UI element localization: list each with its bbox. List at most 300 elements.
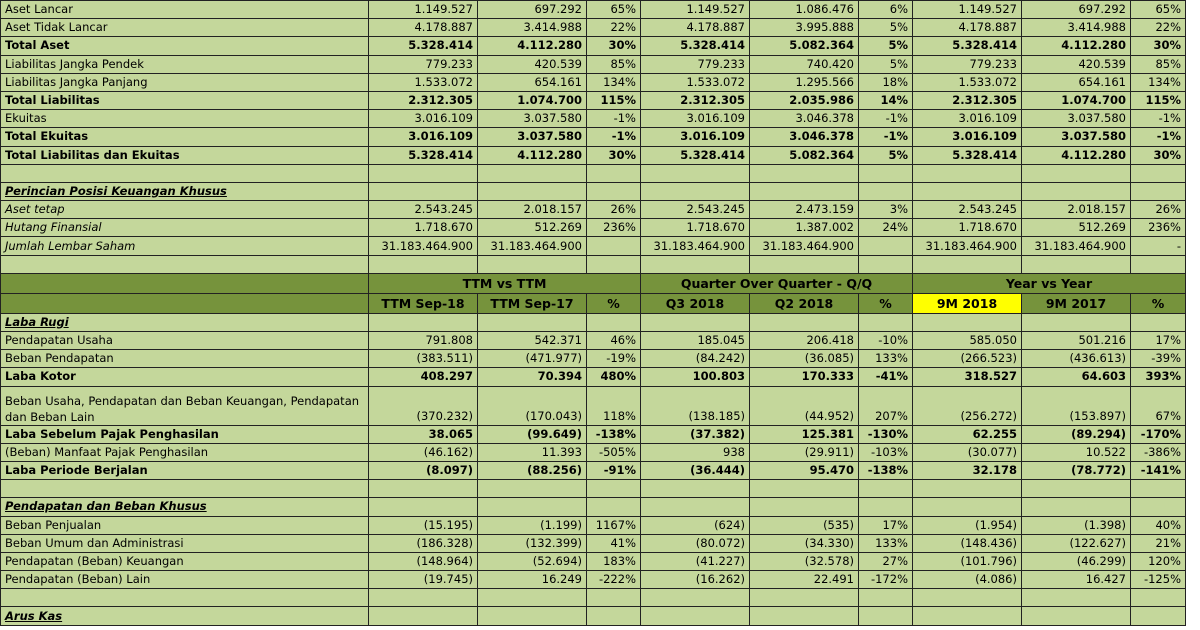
value-cell[interactable]: 85% bbox=[587, 55, 641, 73]
value-cell[interactable]: 31.183.464.900 bbox=[1022, 237, 1131, 255]
value-cell[interactable]: 654.161 bbox=[478, 73, 587, 91]
value-cell[interactable]: 2.312.305 bbox=[369, 91, 478, 109]
value-cell[interactable]: 3.037.580 bbox=[1022, 110, 1131, 128]
empty-cell[interactable] bbox=[369, 255, 478, 273]
value-cell[interactable]: 2.473.159 bbox=[750, 201, 859, 219]
column-header[interactable]: Q3 2018 bbox=[641, 293, 750, 313]
empty-cell[interactable] bbox=[913, 182, 1022, 200]
value-cell[interactable]: 30% bbox=[1131, 146, 1186, 164]
value-cell[interactable]: 1.533.072 bbox=[641, 73, 750, 91]
value-cell[interactable]: 2.035.986 bbox=[750, 91, 859, 109]
value-cell[interactable]: -1% bbox=[1131, 128, 1186, 146]
value-cell[interactable]: 3.016.109 bbox=[369, 110, 478, 128]
empty-cell[interactable] bbox=[369, 498, 478, 516]
header-corner[interactable] bbox=[1, 293, 369, 313]
value-cell[interactable]: (30.077) bbox=[913, 443, 1022, 461]
row-label[interactable]: Total Ekuitas bbox=[1, 128, 369, 146]
value-cell[interactable]: (41.227) bbox=[641, 552, 750, 570]
value-cell[interactable]: -10% bbox=[859, 332, 913, 350]
value-cell[interactable]: 95.470 bbox=[750, 461, 859, 479]
value-cell[interactable]: (37.382) bbox=[641, 425, 750, 443]
value-cell[interactable]: -39% bbox=[1131, 350, 1186, 368]
value-cell[interactable]: 27% bbox=[859, 552, 913, 570]
value-cell[interactable]: 183% bbox=[587, 552, 641, 570]
value-cell[interactable]: 697.292 bbox=[478, 1, 587, 19]
row-label[interactable]: Liabilitas Jangka Panjang bbox=[1, 73, 369, 91]
value-cell[interactable]: 115% bbox=[1131, 91, 1186, 109]
empty-cell[interactable] bbox=[859, 182, 913, 200]
value-cell[interactable]: -41% bbox=[859, 368, 913, 386]
value-cell[interactable]: 4.178.887 bbox=[913, 19, 1022, 37]
value-cell[interactable]: -138% bbox=[587, 425, 641, 443]
empty-cell[interactable] bbox=[750, 607, 859, 625]
value-cell[interactable]: 67% bbox=[1131, 386, 1186, 425]
value-cell[interactable]: (89.294) bbox=[1022, 425, 1131, 443]
value-cell[interactable]: 938 bbox=[641, 443, 750, 461]
empty-cell[interactable] bbox=[641, 164, 750, 182]
value-cell[interactable]: 3.414.988 bbox=[478, 19, 587, 37]
value-cell[interactable]: - bbox=[1131, 237, 1186, 255]
value-cell[interactable]: (138.185) bbox=[641, 386, 750, 425]
value-cell[interactable]: -1% bbox=[859, 110, 913, 128]
value-cell[interactable]: (8.097) bbox=[369, 461, 478, 479]
value-cell[interactable]: (1.199) bbox=[478, 516, 587, 534]
value-cell[interactable]: 5.328.414 bbox=[641, 146, 750, 164]
value-cell[interactable]: (19.745) bbox=[369, 571, 478, 589]
empty-cell[interactable] bbox=[641, 480, 750, 498]
empty-cell[interactable] bbox=[1131, 182, 1186, 200]
value-cell[interactable]: 4.178.887 bbox=[641, 19, 750, 37]
value-cell[interactable]: 4.112.280 bbox=[1022, 146, 1131, 164]
value-cell[interactable]: 1.718.670 bbox=[641, 219, 750, 237]
value-cell[interactable]: (88.256) bbox=[478, 461, 587, 479]
empty-cell[interactable] bbox=[478, 182, 587, 200]
value-cell[interactable]: 5.328.414 bbox=[369, 146, 478, 164]
value-cell[interactable]: 21% bbox=[1131, 534, 1186, 552]
row-label[interactable]: Laba Sebelum Pajak Penghasilan bbox=[1, 425, 369, 443]
column-header[interactable]: % bbox=[1131, 293, 1186, 313]
column-header[interactable]: % bbox=[587, 293, 641, 313]
value-cell[interactable]: 408.297 bbox=[369, 368, 478, 386]
value-cell[interactable]: 134% bbox=[1131, 73, 1186, 91]
empty-cell[interactable] bbox=[641, 182, 750, 200]
value-cell[interactable]: 70.394 bbox=[478, 368, 587, 386]
value-cell[interactable]: (122.627) bbox=[1022, 534, 1131, 552]
value-cell[interactable]: 3.016.109 bbox=[913, 128, 1022, 146]
value-cell[interactable]: (186.328) bbox=[369, 534, 478, 552]
value-cell[interactable]: 3% bbox=[859, 201, 913, 219]
value-cell[interactable]: 3.037.580 bbox=[1022, 128, 1131, 146]
value-cell[interactable]: 207% bbox=[859, 386, 913, 425]
value-cell[interactable]: 1.533.072 bbox=[369, 73, 478, 91]
value-cell[interactable]: 393% bbox=[1131, 368, 1186, 386]
value-cell[interactable]: (256.272) bbox=[913, 386, 1022, 425]
value-cell[interactable]: 236% bbox=[587, 219, 641, 237]
empty-cell[interactable] bbox=[859, 498, 913, 516]
value-cell[interactable]: 2.543.245 bbox=[369, 201, 478, 219]
value-cell[interactable]: 134% bbox=[587, 73, 641, 91]
value-cell[interactable]: 585.050 bbox=[913, 332, 1022, 350]
value-cell[interactable]: 18% bbox=[859, 73, 913, 91]
column-header[interactable]: 9M 2017 bbox=[1022, 293, 1131, 313]
row-label[interactable]: Total Liabilitas dan Ekuitas bbox=[1, 146, 369, 164]
value-cell[interactable]: 24% bbox=[859, 219, 913, 237]
value-cell[interactable]: 4.112.280 bbox=[478, 37, 587, 55]
value-cell[interactable]: 3.016.109 bbox=[369, 128, 478, 146]
value-cell[interactable]: 697.292 bbox=[1022, 1, 1131, 19]
row-label[interactable]: (Beban) Manfaat Pajak Penghasilan bbox=[1, 443, 369, 461]
empty-cell[interactable] bbox=[750, 589, 859, 607]
empty-cell[interactable] bbox=[913, 607, 1022, 625]
empty-cell[interactable] bbox=[1, 480, 369, 498]
value-cell[interactable]: 5.328.414 bbox=[641, 37, 750, 55]
row-label[interactable]: Pendapatan (Beban) Keuangan bbox=[1, 552, 369, 570]
empty-cell[interactable] bbox=[1131, 164, 1186, 182]
value-cell[interactable]: -130% bbox=[859, 425, 913, 443]
value-cell[interactable]: (80.072) bbox=[641, 534, 750, 552]
value-cell[interactable]: 5.082.364 bbox=[750, 146, 859, 164]
value-cell[interactable]: (36.444) bbox=[641, 461, 750, 479]
value-cell[interactable]: (535) bbox=[750, 516, 859, 534]
value-cell[interactable]: 3.414.988 bbox=[1022, 19, 1131, 37]
empty-cell[interactable] bbox=[478, 607, 587, 625]
empty-cell[interactable] bbox=[641, 607, 750, 625]
empty-cell[interactable] bbox=[369, 607, 478, 625]
value-cell[interactable]: 1.718.670 bbox=[913, 219, 1022, 237]
empty-cell[interactable] bbox=[587, 182, 641, 200]
section-title[interactable]: Pendapatan dan Beban Khusus bbox=[1, 498, 369, 516]
value-cell[interactable]: -91% bbox=[587, 461, 641, 479]
value-cell[interactable]: 17% bbox=[859, 516, 913, 534]
value-cell[interactable]: 26% bbox=[1131, 201, 1186, 219]
value-cell[interactable]: 779.233 bbox=[641, 55, 750, 73]
value-cell[interactable]: 46% bbox=[587, 332, 641, 350]
value-cell[interactable]: 26% bbox=[587, 201, 641, 219]
value-cell[interactable]: 1.533.072 bbox=[913, 73, 1022, 91]
value-cell[interactable]: (624) bbox=[641, 516, 750, 534]
value-cell[interactable]: 4.112.280 bbox=[478, 146, 587, 164]
empty-cell[interactable] bbox=[478, 255, 587, 273]
value-cell[interactable]: 16.427 bbox=[1022, 571, 1131, 589]
value-cell[interactable]: 3.016.109 bbox=[641, 110, 750, 128]
value-cell[interactable]: (4.086) bbox=[913, 571, 1022, 589]
value-cell[interactable]: -386% bbox=[1131, 443, 1186, 461]
value-cell[interactable]: 480% bbox=[587, 368, 641, 386]
value-cell[interactable]: 31.183.464.900 bbox=[478, 237, 587, 255]
value-cell[interactable]: 3.037.580 bbox=[478, 110, 587, 128]
value-cell[interactable]: -172% bbox=[859, 571, 913, 589]
empty-cell[interactable] bbox=[369, 182, 478, 200]
value-cell[interactable]: 3.995.888 bbox=[750, 19, 859, 37]
empty-cell[interactable] bbox=[913, 164, 1022, 182]
value-cell[interactable]: 2.312.305 bbox=[913, 91, 1022, 109]
empty-cell[interactable] bbox=[913, 498, 1022, 516]
empty-cell[interactable] bbox=[1, 164, 369, 182]
value-cell[interactable]: 170.333 bbox=[750, 368, 859, 386]
empty-cell[interactable] bbox=[587, 164, 641, 182]
value-cell[interactable]: 512.269 bbox=[1022, 219, 1131, 237]
row-label[interactable]: Jumlah Lembar Saham bbox=[1, 237, 369, 255]
empty-cell[interactable] bbox=[641, 498, 750, 516]
value-cell[interactable]: 1.074.700 bbox=[478, 91, 587, 109]
value-cell[interactable]: 65% bbox=[1131, 1, 1186, 19]
row-label[interactable]: Hutang Finansial bbox=[1, 219, 369, 237]
value-cell[interactable]: (46.299) bbox=[1022, 552, 1131, 570]
value-cell[interactable]: 420.539 bbox=[1022, 55, 1131, 73]
empty-cell[interactable] bbox=[369, 589, 478, 607]
value-cell[interactable]: 85% bbox=[1131, 55, 1186, 73]
value-cell[interactable]: (101.796) bbox=[913, 552, 1022, 570]
value-cell[interactable]: 5% bbox=[859, 19, 913, 37]
value-cell[interactable]: 120% bbox=[1131, 552, 1186, 570]
empty-cell[interactable] bbox=[1131, 255, 1186, 273]
empty-cell[interactable] bbox=[859, 313, 913, 331]
empty-cell[interactable] bbox=[587, 498, 641, 516]
column-header[interactable]: % bbox=[859, 293, 913, 313]
value-cell[interactable]: 10.522 bbox=[1022, 443, 1131, 461]
value-cell[interactable]: (370.232) bbox=[369, 386, 478, 425]
empty-cell[interactable] bbox=[1022, 607, 1131, 625]
empty-cell[interactable] bbox=[1022, 182, 1131, 200]
empty-cell[interactable] bbox=[1131, 313, 1186, 331]
empty-cell[interactable] bbox=[1, 255, 369, 273]
value-cell[interactable]: 1.149.527 bbox=[369, 1, 478, 19]
value-cell[interactable]: (132.399) bbox=[478, 534, 587, 552]
value-cell[interactable]: (383.511) bbox=[369, 350, 478, 368]
value-cell[interactable]: 2.543.245 bbox=[913, 201, 1022, 219]
value-cell[interactable]: 779.233 bbox=[369, 55, 478, 73]
value-cell[interactable]: 40% bbox=[1131, 516, 1186, 534]
empty-cell[interactable] bbox=[913, 313, 1022, 331]
header-ttm-vs-ttm[interactable]: TTM vs TTM bbox=[369, 273, 641, 293]
row-label[interactable]: Ekuitas bbox=[1, 110, 369, 128]
value-cell[interactable]: 30% bbox=[1131, 37, 1186, 55]
value-cell[interactable]: 62.255 bbox=[913, 425, 1022, 443]
row-label[interactable]: Aset Tidak Lancar bbox=[1, 19, 369, 37]
value-cell[interactable]: -222% bbox=[587, 571, 641, 589]
empty-cell[interactable] bbox=[478, 589, 587, 607]
empty-cell[interactable] bbox=[750, 480, 859, 498]
empty-cell[interactable] bbox=[1131, 498, 1186, 516]
value-cell[interactable]: 1.295.566 bbox=[750, 73, 859, 91]
empty-cell[interactable] bbox=[1022, 498, 1131, 516]
empty-cell[interactable] bbox=[1022, 164, 1131, 182]
empty-cell[interactable] bbox=[859, 480, 913, 498]
empty-cell[interactable] bbox=[913, 480, 1022, 498]
column-header[interactable]: TTM Sep-18 bbox=[369, 293, 478, 313]
value-cell[interactable]: 31.183.464.900 bbox=[750, 237, 859, 255]
value-cell[interactable]: -1% bbox=[1131, 110, 1186, 128]
value-cell[interactable]: 2.018.157 bbox=[1022, 201, 1131, 219]
value-cell[interactable]: 118% bbox=[587, 386, 641, 425]
value-cell[interactable]: 100.803 bbox=[641, 368, 750, 386]
value-cell[interactable]: 6% bbox=[859, 1, 913, 19]
value-cell[interactable]: 22% bbox=[587, 19, 641, 37]
value-cell[interactable]: 38.065 bbox=[369, 425, 478, 443]
empty-cell[interactable] bbox=[1022, 589, 1131, 607]
value-cell[interactable]: 31.183.464.900 bbox=[913, 237, 1022, 255]
value-cell[interactable]: (29.911) bbox=[750, 443, 859, 461]
empty-cell[interactable] bbox=[369, 164, 478, 182]
value-cell[interactable]: -505% bbox=[587, 443, 641, 461]
empty-cell[interactable] bbox=[859, 164, 913, 182]
row-label[interactable]: Beban Pendapatan bbox=[1, 350, 369, 368]
empty-cell[interactable] bbox=[750, 498, 859, 516]
value-cell[interactable]: 41% bbox=[587, 534, 641, 552]
value-cell[interactable]: 3.016.109 bbox=[641, 128, 750, 146]
value-cell[interactable]: 22.491 bbox=[750, 571, 859, 589]
section-title[interactable]: Arus Kas bbox=[1, 607, 369, 625]
header-year-vs-year[interactable]: Year vs Year bbox=[913, 273, 1186, 293]
empty-cell[interactable] bbox=[750, 313, 859, 331]
value-cell[interactable]: (78.772) bbox=[1022, 461, 1131, 479]
value-cell[interactable]: 22% bbox=[1131, 19, 1186, 37]
value-cell[interactable]: (44.952) bbox=[750, 386, 859, 425]
empty-cell[interactable] bbox=[587, 480, 641, 498]
value-cell[interactable]: 740.420 bbox=[750, 55, 859, 73]
empty-cell[interactable] bbox=[859, 607, 913, 625]
empty-cell[interactable] bbox=[641, 589, 750, 607]
value-cell[interactable]: 30% bbox=[587, 146, 641, 164]
value-cell[interactable]: (1.398) bbox=[1022, 516, 1131, 534]
value-cell[interactable]: 1.149.527 bbox=[641, 1, 750, 19]
empty-cell[interactable] bbox=[1022, 255, 1131, 273]
value-cell[interactable]: 133% bbox=[859, 534, 913, 552]
value-cell[interactable]: 791.808 bbox=[369, 332, 478, 350]
value-cell[interactable]: (15.195) bbox=[369, 516, 478, 534]
value-cell[interactable]: 5% bbox=[859, 55, 913, 73]
value-cell[interactable]: 3.016.109 bbox=[913, 110, 1022, 128]
value-cell[interactable]: 420.539 bbox=[478, 55, 587, 73]
value-cell[interactable]: (32.578) bbox=[750, 552, 859, 570]
empty-cell[interactable] bbox=[369, 313, 478, 331]
value-cell[interactable]: (36.085) bbox=[750, 350, 859, 368]
value-cell[interactable]: 1.387.002 bbox=[750, 219, 859, 237]
value-cell[interactable]: (266.523) bbox=[913, 350, 1022, 368]
value-cell[interactable]: (16.262) bbox=[641, 571, 750, 589]
empty-cell[interactable] bbox=[913, 589, 1022, 607]
value-cell[interactable]: -170% bbox=[1131, 425, 1186, 443]
value-cell[interactable]: (148.964) bbox=[369, 552, 478, 570]
value-cell[interactable]: -141% bbox=[1131, 461, 1186, 479]
value-cell[interactable]: 30% bbox=[587, 37, 641, 55]
value-cell[interactable]: 65% bbox=[587, 1, 641, 19]
value-cell[interactable]: 31.183.464.900 bbox=[641, 237, 750, 255]
empty-cell[interactable] bbox=[913, 255, 1022, 273]
value-cell[interactable]: 542.371 bbox=[478, 332, 587, 350]
value-cell[interactable]: 779.233 bbox=[913, 55, 1022, 73]
empty-cell[interactable] bbox=[369, 480, 478, 498]
value-cell[interactable]: 1.149.527 bbox=[913, 1, 1022, 19]
value-cell[interactable]: 206.418 bbox=[750, 332, 859, 350]
empty-cell[interactable] bbox=[587, 589, 641, 607]
value-cell[interactable]: -103% bbox=[859, 443, 913, 461]
value-cell[interactable]: 32.178 bbox=[913, 461, 1022, 479]
empty-cell[interactable] bbox=[1022, 480, 1131, 498]
empty-cell[interactable] bbox=[587, 255, 641, 273]
value-cell[interactable] bbox=[859, 237, 913, 255]
empty-cell[interactable] bbox=[478, 480, 587, 498]
value-cell[interactable]: 16.249 bbox=[478, 571, 587, 589]
row-label[interactable]: Beban Usaha, Pendapatan dan Beban Keuangan, Pendapatan dan Beban Lain bbox=[1, 386, 369, 425]
value-cell[interactable]: 1167% bbox=[587, 516, 641, 534]
empty-cell[interactable] bbox=[859, 589, 913, 607]
row-label[interactable]: Beban Penjualan bbox=[1, 516, 369, 534]
value-cell[interactable]: 512.269 bbox=[478, 219, 587, 237]
value-cell[interactable]: -138% bbox=[859, 461, 913, 479]
empty-cell[interactable] bbox=[478, 164, 587, 182]
value-cell[interactable]: 3.046.378 bbox=[750, 110, 859, 128]
empty-cell[interactable] bbox=[750, 164, 859, 182]
empty-cell[interactable] bbox=[641, 255, 750, 273]
value-cell[interactable]: 3.037.580 bbox=[478, 128, 587, 146]
value-cell[interactable]: 115% bbox=[587, 91, 641, 109]
value-cell[interactable]: 2.018.157 bbox=[478, 201, 587, 219]
value-cell[interactable]: (170.043) bbox=[478, 386, 587, 425]
value-cell[interactable]: 3.046.378 bbox=[750, 128, 859, 146]
value-cell[interactable]: (34.330) bbox=[750, 534, 859, 552]
value-cell[interactable]: (52.694) bbox=[478, 552, 587, 570]
value-cell[interactable]: 11.393 bbox=[478, 443, 587, 461]
row-label[interactable]: Aset tetap bbox=[1, 201, 369, 219]
value-cell[interactable]: 125.381 bbox=[750, 425, 859, 443]
row-label[interactable]: Liabilitas Jangka Pendek bbox=[1, 55, 369, 73]
empty-cell[interactable] bbox=[1022, 313, 1131, 331]
section-title[interactable]: Laba Rugi bbox=[1, 313, 369, 331]
value-cell[interactable]: 501.216 bbox=[1022, 332, 1131, 350]
value-cell[interactable]: 2.312.305 bbox=[641, 91, 750, 109]
empty-cell[interactable] bbox=[750, 255, 859, 273]
value-cell[interactable]: (46.162) bbox=[369, 443, 478, 461]
row-label[interactable]: Laba Kotor bbox=[1, 368, 369, 386]
value-cell[interactable]: 5.328.414 bbox=[369, 37, 478, 55]
empty-cell[interactable] bbox=[1131, 589, 1186, 607]
value-cell[interactable]: 5% bbox=[859, 146, 913, 164]
row-label[interactable]: Laba Periode Berjalan bbox=[1, 461, 369, 479]
empty-cell[interactable] bbox=[1, 589, 369, 607]
empty-cell[interactable] bbox=[587, 313, 641, 331]
value-cell[interactable]: 14% bbox=[859, 91, 913, 109]
row-label[interactable]: Beban Umum dan Administrasi bbox=[1, 534, 369, 552]
empty-cell[interactable] bbox=[859, 255, 913, 273]
value-cell[interactable]: 64.603 bbox=[1022, 368, 1131, 386]
value-cell[interactable]: (84.242) bbox=[641, 350, 750, 368]
value-cell[interactable]: 5.328.414 bbox=[913, 146, 1022, 164]
empty-cell[interactable] bbox=[641, 313, 750, 331]
value-cell[interactable]: -19% bbox=[587, 350, 641, 368]
value-cell[interactable]: -1% bbox=[587, 128, 641, 146]
value-cell[interactable]: 5.328.414 bbox=[913, 37, 1022, 55]
value-cell[interactable]: (148.436) bbox=[913, 534, 1022, 552]
header-corner[interactable] bbox=[1, 273, 369, 293]
value-cell[interactable]: 318.527 bbox=[913, 368, 1022, 386]
row-label[interactable]: Total Aset bbox=[1, 37, 369, 55]
row-label[interactable]: Pendapatan (Beban) Lain bbox=[1, 571, 369, 589]
value-cell[interactable]: (153.897) bbox=[1022, 386, 1131, 425]
value-cell[interactable]: (471.977) bbox=[478, 350, 587, 368]
value-cell[interactable]: (1.954) bbox=[913, 516, 1022, 534]
value-cell[interactable]: 31.183.464.900 bbox=[369, 237, 478, 255]
value-cell[interactable] bbox=[587, 237, 641, 255]
value-cell[interactable]: 5.082.364 bbox=[750, 37, 859, 55]
value-cell[interactable]: 654.161 bbox=[1022, 73, 1131, 91]
value-cell[interactable]: 2.543.245 bbox=[641, 201, 750, 219]
value-cell[interactable]: 4.112.280 bbox=[1022, 37, 1131, 55]
column-header[interactable]: TTM Sep-17 bbox=[478, 293, 587, 313]
header-quarter-over-quarter[interactable]: Quarter Over Quarter - Q/Q bbox=[641, 273, 913, 293]
value-cell[interactable]: 133% bbox=[859, 350, 913, 368]
value-cell[interactable]: 185.045 bbox=[641, 332, 750, 350]
